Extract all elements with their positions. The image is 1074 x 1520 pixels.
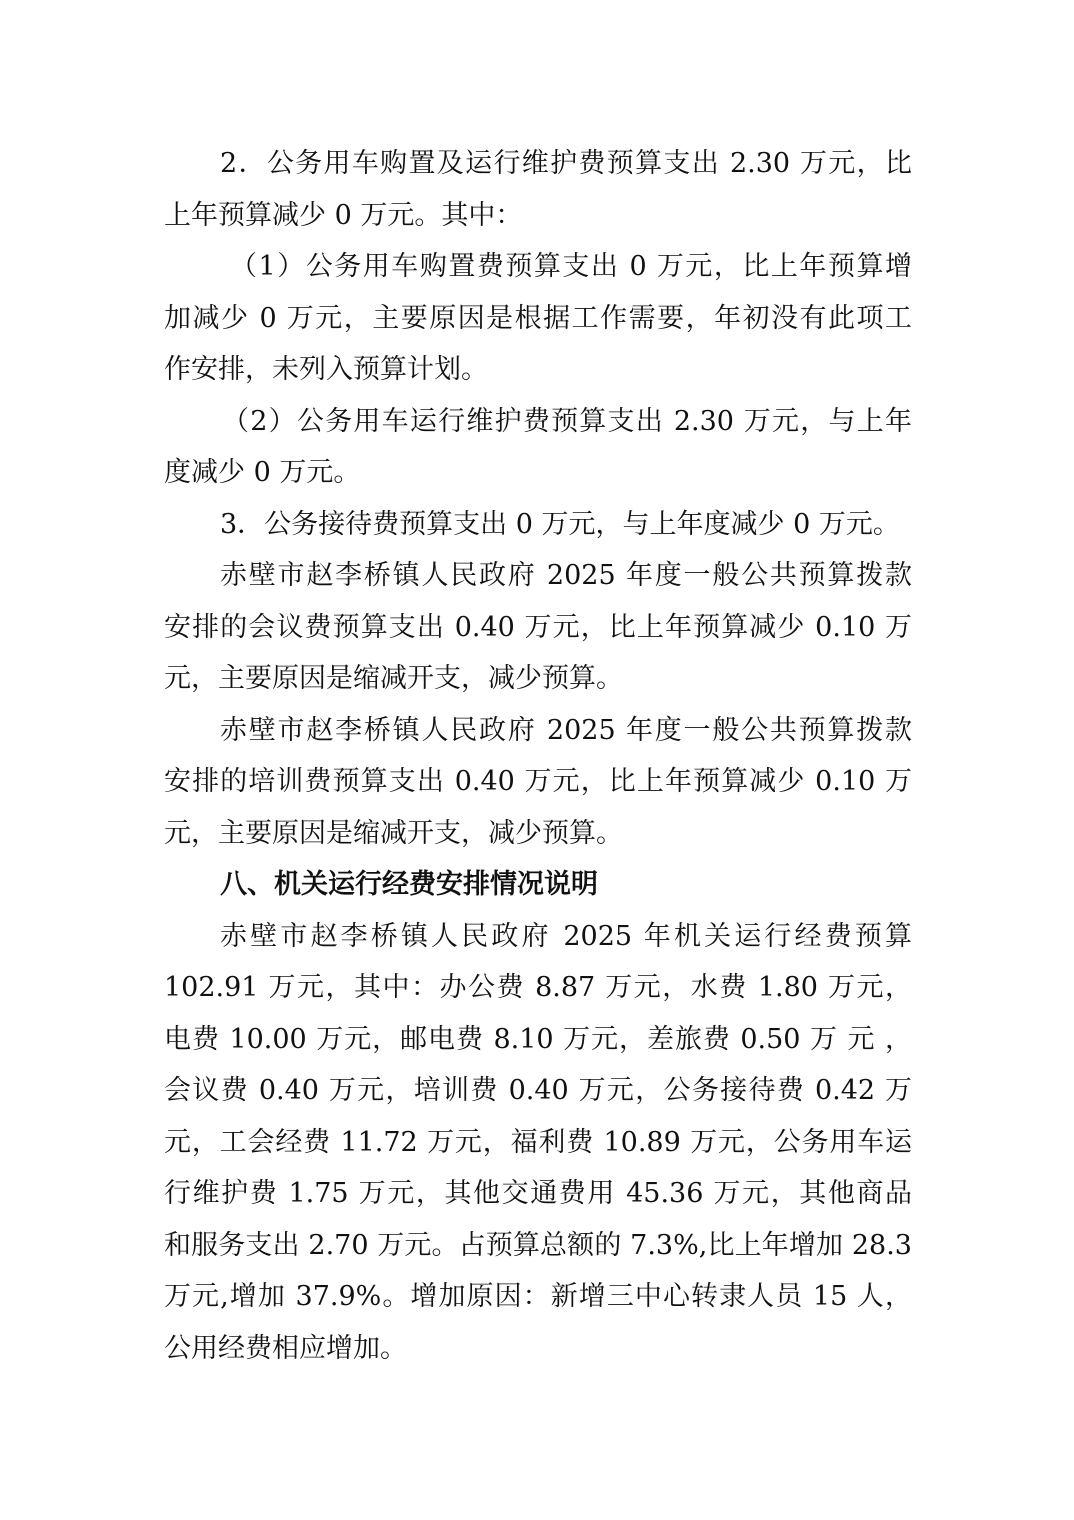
paragraph-line: 行维护费 1.75 万元，其他交通费用 45.36 万元，其他商品 — [164, 1178, 912, 1209]
section-heading: 八、机关运行经费安排情况说明 — [220, 869, 598, 900]
paragraph-line: 加减少 0 万元，主要原因是根据工作需要，年初没有此项工 — [164, 302, 912, 334]
paragraph-line: 2．公务用车购置及运行维护费预算支出 2.30 万元，比 — [220, 148, 912, 179]
paragraph-line: （1）公务用车购置费预算支出 0 万元，比上年预算增 — [230, 251, 912, 282]
paragraph-line: 作安排，未列入预算计划。 — [164, 354, 488, 385]
paragraph-line: 和服务支出 2.70 万元。占预算总额的 7.3%,比上年增加 28.3 — [164, 1229, 912, 1261]
document-body — [164, 138, 912, 1374]
paragraph-line: 度减少 0 万元。 — [164, 457, 361, 488]
paragraph-line: 上年预算减少 0 万元。其中： — [164, 199, 523, 231]
paragraph-line: 元，主要原因是缩减开支，减少预算。 — [164, 817, 623, 849]
paragraph-line: 公用经费相应增加。 — [164, 1332, 407, 1364]
paragraph-line: 安排的培训费预算支出 0.40 万元，比上年预算减少 0.10 万 — [164, 766, 912, 797]
paragraph-line: 电费 10.00 万元，邮电费 8.10 万元，差旅费 0.50 万 元 ， — [164, 1023, 912, 1055]
paragraph-line: 元，工会经费 11.72 万元，福利费 10.89 万元，公务用车运 — [164, 1126, 912, 1158]
paragraph-line: 赤壁市赵李桥镇人民政府 2025 年机关运行经费预算 — [220, 920, 912, 952]
paragraph-line: 赤壁市赵李桥镇人民政府 2025 年度一般公共预算拨款 — [220, 714, 912, 746]
paragraph-line: 3．公务接待费预算支出 0 万元，与上年度减少 0 万元。 — [220, 508, 900, 540]
paragraph-line: （2）公务用车运行维护费预算支出 2.30 万元，与上年 — [222, 405, 912, 437]
paragraph-line: 安排的会议费预算支出 0.40 万元，比上年预算减少 0.10 万 — [164, 611, 912, 643]
paragraph-line: 会议费 0.40 万元，培训费 0.40 万元，公务接待费 0.42 万 — [164, 1075, 912, 1106]
paragraph-line: 102.91 万元，其中：办公费 8.87 万元，水费 1.80 万元， — [164, 972, 912, 1003]
paragraph-line: 赤壁市赵李桥镇人民政府 2025 年度一般公共预算拨款 — [220, 560, 912, 591]
paragraph-line: 元，主要原因是缩减开支，减少预算。 — [164, 663, 623, 694]
paragraph-line: 万元,增加 37.9%。增加原因：新增三中心转隶人员 15 人， — [164, 1281, 912, 1312]
